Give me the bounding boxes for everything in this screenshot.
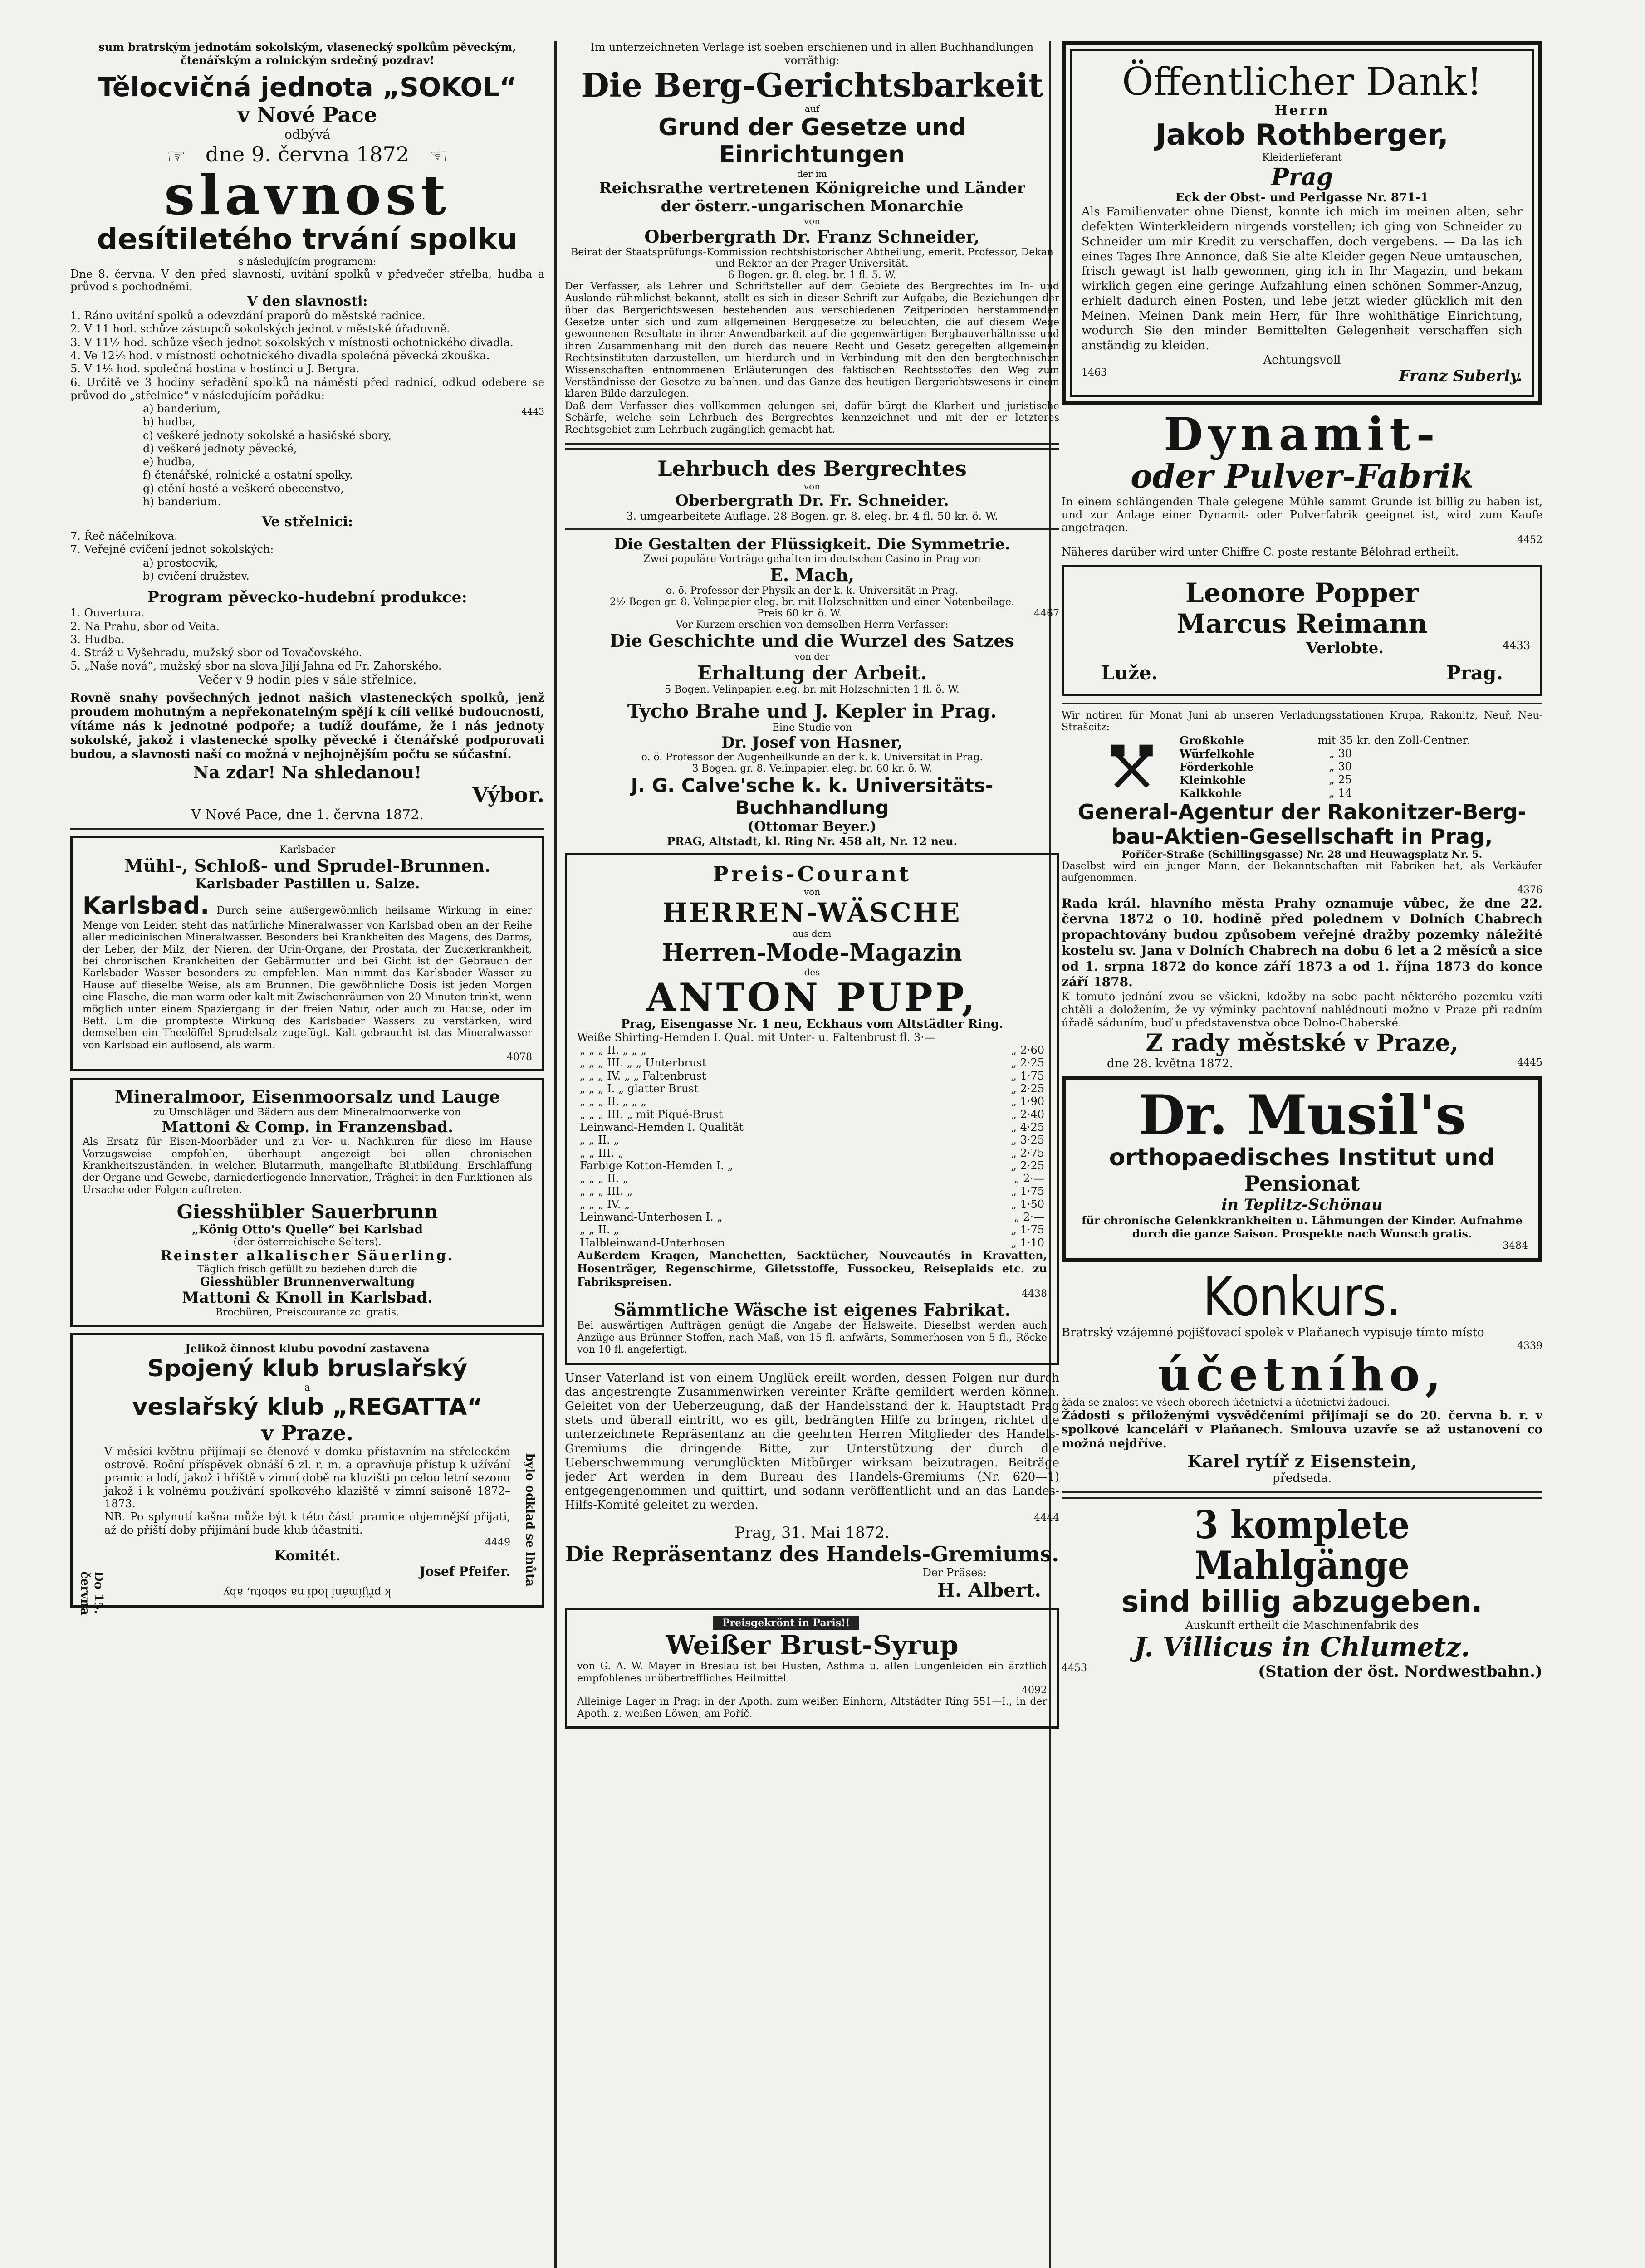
sokol-den-heading: V den slavnosti: (247, 293, 368, 310)
price-row (577, 1044, 1047, 1056)
price-row (577, 1070, 1047, 1082)
pupp-aus: aus dem (793, 928, 832, 939)
handel-name: H. Albert. (937, 1579, 1041, 1602)
sokol-evening: Večer v 9 hodin ples v sále střelnice. (198, 673, 417, 687)
price-row (577, 1082, 1047, 1095)
price-row (577, 1159, 1047, 1172)
column-rule-1 (554, 41, 557, 2268)
berg-line3: Reichsrathe vertretenen Königreiche und Länder (599, 179, 1025, 197)
price-item: „ „ „ III. „ mit Piqué-Brust (580, 1108, 723, 1121)
regatta-ad (70, 1333, 544, 1616)
lehr-von: von (803, 480, 821, 492)
mattoni-firm: Mattoni & Comp. in Franzensbad. (162, 1118, 453, 1137)
mach-t2c: 5 Bogen. Velinpapier. eleg. br. mit Holzschnitten 1 fl. ö. W. (665, 684, 960, 695)
ad-number: 4443 (521, 406, 544, 417)
regatta-vert-left: Do 15. června (78, 1571, 105, 1616)
order-item: f) čtenářské, rolnické a ostatní spolky. (143, 469, 353, 482)
rada-text: Rada král. hlavního města Prahy oznamuje vůbec, že dne 22. června 1872 o 10. hodině před polednem v Dolních Chabrech propachtovány budou způsobem veřejné dražby pozemky náležité kostelu sv. Jana v Dolních Chabrech na dobu 6 let a 2 měsíců a sice od 1. srpna 1872 do konce září 1873 a od 1. října 1873 do konce září 1878. (1062, 895, 1542, 990)
pointing-hand-left-icon: ☜ (429, 143, 448, 168)
order-item: h) banderium. (143, 495, 221, 508)
sokol-item: 6. Určitě ve 3 hodiny seřadění spolků na náměstí před radnicí, odkud odebere se průvod do „střelnice“ v následujícím pořádku: (70, 376, 544, 402)
karlsbad-small: Karlsbader (279, 844, 336, 855)
sokol-intro: sum bratrským jednotám sokolským, vlasenecký spolkům pěveckým, čtenářským a rolnickým srdečný pozdrav! (98, 41, 516, 67)
ad-number: 4339 (1517, 1340, 1542, 1352)
musil-ad (1062, 1076, 1542, 1262)
prog-item: 1. Ouvertura. (70, 606, 145, 620)
price-value: „ 2·60 (1011, 1044, 1044, 1057)
rada-date: dne 28. května 1872. (1107, 1057, 1233, 1071)
dank-herrn: Herrn (1274, 103, 1330, 119)
mach-d: 2½ Bogen gr. 8. Velinpapier eleg. br. mit Holzschnitten und einer Notenbeilage. (609, 596, 1015, 608)
price-row (577, 1211, 1047, 1223)
musil-t5: für chronische Gelenkkrankheiten u. Lähmungen der Kinder. Aufnahme durch die ganze Saison. Prospekte nach Wunsch gratis. (1082, 1214, 1523, 1241)
kohle-text: Daselbst wird ein junger Mann, der Bekanntschaften mit Fabriken hat, als Verkäufer aufgenommen. (1062, 860, 1542, 884)
price-value: „ 2·— (1014, 1211, 1044, 1224)
rada-text2: K tomuto jednání zvou se všickni, kdožby na sebe pacht některého pozemku vzíti chtěli a doložením, že vy výminky pachtovní nahlédnouti možno v Praze při radním úřadě sáduním, buď u představenstva obce Dolno-Chaberské. (1062, 990, 1542, 1029)
musil-name: Dr. Musil's (1138, 1083, 1466, 1148)
price-item: „ „ „ IV. „ (580, 1198, 630, 1211)
pupp-name: ANTON PUPP, (646, 974, 978, 1020)
pupp-von: von (803, 886, 821, 897)
regatta-text: V měsíci květnu přijímají se členové v domku přístavním na střeleckém ostrově. Roční příspěvek obnáší 6 zl. r. m. a opravňuje přístup k užívání pramic a lodí, jakož i hřiště v zimní době na kluzišti po celou letní sezonu jakož i k volnému používání spolkového klaziště v zimní saisoně 1872–1873. (104, 1445, 510, 1510)
regatta-name1: Spojený klub bruslařský (147, 1355, 468, 1383)
sokol-big: slavnost (164, 163, 450, 227)
kohle-title2: bau-Aktien-Gesellschaft in Prag, (1111, 824, 1493, 849)
pupp-title: HERREN-WÄSCHE (662, 897, 962, 928)
price-item: „ „ „ III. „ (580, 1185, 633, 1198)
regatta-name2: veslařský klub „REGATTA“ (132, 1393, 483, 1421)
sokol-items (70, 309, 544, 402)
price-item: „ „ III. „ (580, 1146, 624, 1159)
tycho-d: 3 Bogen. gr. 8. Velinpapier. eleg. br. 60 kr. ö. W. (692, 763, 932, 774)
price-row (577, 1223, 1047, 1236)
gies-6: Giesshübler Brunnenverwaltung (200, 1275, 415, 1289)
sokol-item: 2. V 11 hod. schůze zástupců sokolských jednot v městské úřadovně. (70, 323, 450, 336)
popper-ad (1062, 565, 1542, 696)
dank-name: Jakob Rothberger, (1155, 118, 1449, 152)
musil-t2: orthopaedisches Institut und (1109, 1144, 1495, 1172)
syrup-top: Preisgekrönt in Paris!! (713, 1616, 859, 1630)
price-row (577, 1095, 1047, 1108)
mattoni-title: Mineralmoor, Eisenmoorsalz und Lauge (114, 1086, 500, 1107)
pupp-extra: Außerdem Kragen, Manchetten, Sacktücher, Nouveautés in Kravatten, Hosenträger, Regenschirme, Giletsstoffe, Fussockeu, Reiseplaids etc. zu Fabrikspreisen. (577, 1249, 1047, 1288)
pupp-fab: Sämmtliche Wäsche ist eigenes Fabrikat. (613, 1300, 1011, 1320)
mach-title: Die Gestalten der Flüssigkeit. Die Symmetrie. (614, 535, 1010, 553)
gies-3: (der österreichische Selters). (233, 1237, 382, 1248)
lehr-ed: 3. umgearbeitete Auflage. 28 Bogen. gr. 8. eleg. br. 4 fl. 50 kr. ö. W. (626, 509, 998, 523)
dank-sign: Franz Suberly. (1399, 367, 1523, 385)
sokol-title: Tělocvičná jednota „SOKOL“ (98, 71, 517, 103)
mahl-t2: sind billig abzugeben. (1121, 1585, 1483, 1619)
price-item: „ „ „ III. „ „ Unterbrust (580, 1056, 707, 1070)
karlsbad-ad (70, 836, 544, 1072)
konkurs-role: předseda. (1272, 1471, 1332, 1486)
prog-item: 2. Na Prahu, sbor od Veita. (70, 620, 220, 633)
kohle-list (1062, 734, 1542, 800)
price-value: „ 3·25 (1011, 1134, 1044, 1147)
handel-ad (565, 1371, 1059, 1602)
price-item: „ „ „ IV. „ „ Faltenbrust (580, 1069, 706, 1082)
popper-l: Luže. (1101, 662, 1158, 684)
berg-in: der im (797, 168, 827, 179)
mahl-text: Auskunft ertheilt die Maschinenfabrik des (1185, 1618, 1419, 1632)
divider (565, 443, 1059, 450)
konkurs-text: Bratrský vzájemné pojišťovací spolek v Plaňanech vypisuje tímto místo (1062, 1326, 1484, 1340)
dynamit-t2: oder Pulver-Fabrik (1131, 456, 1474, 495)
price-row (577, 1108, 1047, 1121)
price-row (577, 1147, 1047, 1159)
rada-sign: Z rady městské v Praze, (1146, 1029, 1459, 1057)
sokol-item: 1. Ráno uvítání spolků a odevzdání praporů do městské radnice. (70, 309, 426, 323)
dynamit-ad (1062, 407, 1542, 559)
divider (70, 828, 544, 830)
handel-date: Prag, 31. Mai 1872. (734, 1524, 890, 1542)
berg-line4: der österr.-ungarischen Monarchie (661, 197, 964, 215)
karlsbad-big: Karlsbad. (83, 892, 210, 919)
publisher2: (Ottomar Beyer.) (747, 818, 877, 835)
coal-price: „ 30 (1329, 747, 1352, 760)
dank-addr: Eck der Obst- und Perlgasse Nr. 871-1 (1175, 191, 1429, 205)
regatta-bottom-inverted: k přijímání lodí na sobotu, aby (223, 1586, 392, 1599)
popper-r: Prag. (1446, 662, 1503, 684)
sokol-place: v Nové Pace (237, 102, 377, 127)
sokol-item: 5. V 1½ hod. společná hostina v hostinci u J. Bergra. (70, 362, 360, 376)
ad-number: 4452 (1517, 534, 1542, 546)
pointing-hand-right-icon: ☞ (166, 143, 186, 168)
mattoni-text2: Als Ersatz für Eisen-Moorbäder und zu Vor- u. Nachkuren für diese im Hause Vorzugsweise empfohlen, überhaupt angezeigt bei allen chronischen Krankheitszuständen, in welchen Blutarmuth, mangelhafte Blutbildung. Erschlaffung der Organe und Gewebe, darniederliegende Innervation, Trägheit in den Funktionen als Ursache oder Folgen auftreten. (83, 1136, 532, 1196)
coal-name: Kalkkohle (1180, 786, 1242, 800)
sokol-ad (70, 41, 544, 823)
gies-2: „König Otto's Quelle“ bei Karlsbad (192, 1223, 423, 1237)
karlsbad-text: Durch seine außergewöhnlich heilsame Wirkung in einer Menge von Leiden steht das natürliche Mineralwasser von Karlsbad oben an der Reihe aller medicinischen Mineralwasser. Besonders bei Krankheiten des Magens, des Darms, der Leber, der Milz, der Nieren, der Urin-Organe, der Prostata, der Zuckerkrankheit, bei chronischen Krankheiten der Gebärmutter und bei Gicht ist der Gebrauch der Karlsbader Wasser besonders zu empfehlen. Man nimmt das Karlsbader Wasser zu Hause auf dieselbe Weise, als am Brunnen. Die gewöhnliche Dosis ist jeden Morgen eine Flasche, die man warm oder kalt mit Zwischenräumen von 20 Minuten trinkt, wenn möglich unter einem Spaziergang in der freien Natur, oder auch zu Hause, oder im Bett. Um die prompteste Wirkung des Karlsbader Wassers zu verstärken, wird demselben ein Theelöffel Sprudelsalz zugefügt. Kalt gebraucht ist das Mineralwasser von Karlsbad ein auflösend, als warm. (83, 904, 532, 1051)
ad-number: 3484 (1503, 1240, 1528, 1252)
mach-b: Zwei populäre Vorträge gehalten im deutschen Casino in Prag von (643, 553, 981, 565)
mach-von2: von der (794, 650, 830, 662)
pupp-tail: Bei auswärtigen Aufträgen genügt die Angabe der Halsweite. Dieselbst werden auch Anzüge aus Brünner Stoffen, nach Maß, von 15 fl. anfwärts, Sommerhosen von 5 fl., Röcke von 10 fl. angefertigt. (577, 1320, 1047, 1356)
mahl-t1: 3 komplete Mahlgänge (1194, 1502, 1410, 1588)
order-item: a) banderium, (143, 402, 220, 415)
order-item: e) hudba, (143, 455, 195, 469)
price-value: „ 4·25 (1011, 1120, 1044, 1134)
price-value: „ 2·— (1014, 1172, 1044, 1185)
ad-number: 4376 (1517, 884, 1542, 896)
dynamit-text: In einem schlängenden Thale gelegene Mühle sammt Grunde ist billig zu haben ist, und zur Anlage einer Dynamit- oder Pulverfabrik geeignet ist, wird zum Kaufe angetragen. (1062, 495, 1542, 534)
berg-text: Der Verfasser, als Lehrer und Schriftsteller auf dem Gebiete des Bergrechtes im In- und Auslande rühmlichst bekannt, stellt es sich in dieser Schrift zur Aufgabe, die Beziehungen der über das Bergerichtswesen bestehenden aus verschiedenen Zeitperioden herstammenden Gesetze unter sich und zum allgemeinen Berggesetze zu beleuchten, die auf diesem Wege gewonnenen Resultate in ihrer Anwendbarkeit auf die gegenwärtigen Bergbauverhältnisse und ihren Zusammenhang mit den durch das neuere Recht und Gesetz geregelten allgemeinen Rechtsinstituten darzustellen, um hierdurch und in Verbindung mit den den bergtechnischen Wissenschaften entnommenen Erläuterungen des faktischen Rechtsstoffes den Weg zum Verständnisse der Gesetze zu bahnen, und das Ganze des heutigen Bergerichtswesens in einem klaren Bilde darzulegen. (565, 280, 1059, 400)
berg-text2: Daß dem Verfasser dies vollkommen gelungen sei, dafür bürgt die Klarheit und juristische Schärfe, welche sein Lehrbuch des Bergrechtes kennzeichnet und mit der er letzteres Rechtsgebiet zum Lehrbuch zugänglich gemacht hat. (565, 400, 1059, 436)
column-2 (565, 41, 1059, 2268)
konkurs-sign: Karel rytíř z Eisenstein, (1187, 1451, 1417, 1472)
mattoni-ad (70, 1078, 544, 1327)
sokol-order (70, 402, 544, 508)
ad-number: 1463 (1082, 367, 1107, 378)
konkurs-ad (1062, 1266, 1542, 1486)
order-item: d) veškeré jednoty pěvecké, (143, 442, 297, 455)
tycho-title: Tycho Brahe und J. Kepler in Prag. (627, 699, 997, 722)
column-1 (70, 41, 544, 2268)
mach-c: o. ö. Professor der Physik an der k. k. Universität in Prag. (666, 585, 959, 596)
price-item: Farbige Kotton-Hemden I. „ (580, 1159, 733, 1172)
divider (1062, 703, 1542, 704)
dank-city: Prag (1271, 163, 1333, 191)
coal-name: Kleinkohle (1180, 773, 1246, 787)
price-item: „ „ II. „ (580, 1223, 619, 1237)
price-item: Halbleinwand-Unterhosen (580, 1236, 725, 1249)
price-value: „ 1·90 (1011, 1095, 1044, 1108)
konkurs-text2: žádá se znalost ve všech oborech účetnictví a účetnictví žádoucí. (1062, 1397, 1390, 1408)
sokol-prog (70, 606, 544, 673)
prog-item: 3. Hudba. (70, 633, 125, 646)
price-value: „ 1·75 (1011, 1223, 1044, 1237)
mahl-ad (1062, 1502, 1542, 1681)
sokol-sign: Výbor. (472, 782, 544, 807)
regatta-sign1: Komitét. (274, 1548, 341, 1564)
ad-number: 4449 (485, 1536, 510, 1548)
price-item: „ „ „ II. „ „ „ (580, 1095, 646, 1108)
pupp-ad (565, 853, 1059, 1365)
pupp-top: Preis-Courant (712, 861, 912, 886)
handel-text: Unser Vaterland ist von einem Unglück ereilt worden, dessen Folgen nur durch das angestrengte Zusammenwirken vereinter Kräfte gemildert werden können. Geleitet von der Ueberzeugung, daß der Handelsstand der k. Hauptstadt Prag stets und überall eintritt, wo es gilt, bedrängten Hilfe zu bringen, richtet die unterzeichnete Repräsentanz an die geehrten Herren Mitglieder des Handels-Gremiums die dringende Bitte, zur Unterstützung der durch die Ueberschwemmung verunglückten Mitbürger wirksam beizutragen. Beiträge jeder Art werden in dem Bureau des Handels-Gremiums (Nr. 620—1) entgegengenommen und quittirt, und sodann veröffentlicht und an das Landes-Hilfs-Komité geleitet zu werden. (565, 1371, 1059, 1512)
dank-text: Als Familienvater ohne Dienst, konnte ich mich im meinen alten, sehr defekten Winterkleidern nirgends vorstellen; ich ging von Schneider zu Schneider um mir Kredit zu verschaffen, doch vergebens. — Da las ich eines Tages Ihre Annonce, daß Sie alte Kleider gegen Neue umtauschen, frisch gewagt ist halb gewonnen, ging ich in Ihr Magazin, und bekam wirklich gegen eine geringe Aufzahlung einen schönen Sommer-Anzug, erhielt dadurch einen Posten, und lebe jetzt wieder glücklich mit den Meinen. Meinen Dank mein Herr, für Ihre wohlthätige Einrichtung, wodurch Sie den minder Bemittelten Gelegenheit verschaffen sich anständig zu kleiden. (1082, 205, 1523, 353)
dank-ad (1062, 41, 1542, 405)
sokol-sub2: s následujícím programem: (238, 256, 377, 268)
dynamit-text2: Näheres darüber wird unter Chiffre C. poste restante Bělohrad ertheilt. (1062, 546, 1459, 559)
regatta-city: v Praze. (261, 1421, 353, 1446)
syrup-title: Weißer Brust-Syrup (666, 1630, 959, 1661)
prog-item: 4. Stráž u Vyšehradu, mužský sbor od Tovačovského. (70, 646, 362, 660)
publisher: J. G. Calve'sche k. k. Universitäts-Buchhandlung (631, 774, 994, 819)
berg-line2: Grund der Gesetze und Einrichtungen (658, 113, 966, 168)
kohle-addr: Poříčer-Straße (Schillingsgasse) Nr. 28 und Heuwagsplatz Nr. 5. (1121, 848, 1483, 860)
berg-von: von (803, 215, 821, 226)
sokol-prog-heading: Program pěvecko-hudební produkce: (147, 588, 467, 607)
regatta-sign2: Josef Pfeifer. (419, 1564, 510, 1579)
price-value: „ 2·40 (1011, 1108, 1044, 1121)
price-row (577, 1056, 1047, 1069)
bergrecht-ad (565, 41, 1059, 436)
price-item: „ „ „ II. „ (580, 1172, 628, 1185)
lehrbuch-ad (565, 456, 1059, 848)
coal-name: Förderkohle (1180, 760, 1254, 773)
dynamit-t1: Dynamit- (1164, 407, 1440, 461)
price-value: „ 2·75 (1011, 1146, 1044, 1159)
price-item: „ „ „ II. „ „ „ (580, 1044, 646, 1057)
mach-t2b: Erhaltung der Arbeit. (697, 661, 927, 684)
sokol-appeal: Rovně snahy povšechných jednot našich vlasteneckých spolků, jenž proudem mohutným a nepřekonatelným spějí k cíli veliké budoucnosti, vítáme nás k jednotné podpoře; a tudíž doufáme, že i nás jednoty sokolské, jakož i vlastenecké spolky pěvecké i čtenářské podporovati budou, a slavnosti naší co možná v nejhojnějším počtu se súčastní. (70, 691, 544, 762)
lehr-author: Oberbergrath Dr. Fr. Schneider. (675, 491, 949, 510)
price-row (577, 1134, 1047, 1146)
price-value: „ 1·50 (1011, 1198, 1044, 1211)
price-row (577, 1121, 1047, 1134)
gies-8: Brochüren, Preiscourante zc. gratis. (215, 1307, 400, 1319)
kohle-ad (1062, 710, 1542, 896)
ad-number: 4453 (1062, 1662, 1087, 1674)
price-item: Leinwand-Hemden I. Qualität (580, 1120, 744, 1134)
pupp-addr: Prag, Eisengasse Nr. 1 neu, Eckhaus vom Altstädter Ring. (621, 1017, 1004, 1031)
konkurs-title: Konkurs. (1203, 1266, 1401, 1329)
sokol-item: 4. Ve 12½ hod. v místnosti ochotnického divadla společná pěvecká zkouška. (70, 349, 490, 362)
syrup-ad (565, 1608, 1059, 1729)
order-item: g) ctění hosté a veškeré obecenstvo, (143, 482, 344, 495)
coal-name: Würfelkohle (1180, 747, 1255, 760)
ad-number: 4078 (507, 1051, 532, 1063)
publisher3: PRAG, Altstadt, kl. Ring Nr. 458 alt, Nr. 12 neu. (667, 834, 957, 848)
coal-price: „ 30 (1329, 760, 1352, 773)
sokol-p1: Dne 8. června. V den před slavností, uvítání spolků v předvečer střelba, hudba a průvod s pochodněmi. (70, 267, 544, 293)
lehr-title: Lehrbuch des Bergrechtes (657, 456, 967, 481)
strel-item: 7. Veřejné cvičení jednot sokolských: (70, 543, 274, 556)
tycho-a: Eine Studie von (772, 722, 852, 733)
popper-n1: Leonore Popper (1185, 577, 1419, 609)
sokol-dateline: V Nové Pace, dne 1. června 1872. (191, 807, 424, 823)
sokol-strel (70, 530, 544, 583)
pupp-shop: Herren-Mode-Magazin (662, 938, 962, 967)
divider (1062, 1491, 1542, 1499)
mahl-st: (Station der öst. Nordwestbahn.) (1258, 1662, 1542, 1681)
rada-ad (1062, 896, 1542, 1071)
regatta-vert-right: bylo odklad se lhůta (523, 1453, 537, 1587)
ad-number: 4445 (1517, 1057, 1542, 1069)
dank-role: Kleiderlieferant (1262, 152, 1342, 164)
ad-number: 4444 (1034, 1512, 1059, 1524)
pupp-des: des (804, 966, 820, 978)
dank-respect: Achtungsvoll (1263, 353, 1341, 367)
price-row (577, 1198, 1047, 1211)
coal-name: Großkohle (1180, 733, 1244, 747)
coal-price: „ 25 (1329, 773, 1352, 786)
konkurs-big: účetního, (1157, 1347, 1447, 1401)
mach-t2a: Vor Kurzem erschien von demselben Herrn Verfasser: (676, 619, 949, 631)
price-item: Leinwand-Unterhosen I. „ (580, 1211, 723, 1224)
popper-n2: Marcus Reimann (1176, 608, 1428, 640)
handel-rep: Die Repräsentanz des Handels-Gremiums. (565, 1542, 1059, 1567)
berg-author: Oberbergrath Dr. Franz Schneider, (644, 226, 980, 247)
berg-author2: Beirat der Staatsprüfungs-Kommission rechtshistorischer Abtheilung, emerit. Professor, Dekan und Rektor an der Prager Universität. (571, 246, 1053, 269)
mach-name: E. Mach, (769, 564, 855, 585)
sokol-verb: odbývá (284, 127, 331, 142)
coal-price: „ 14 (1329, 786, 1352, 799)
musil-t4: in Teplitz-Schönau (1221, 1196, 1383, 1214)
hammer-icon (1107, 743, 1157, 793)
price-item: „ „ II. „ (580, 1134, 619, 1147)
karlsbad-title: Mühl-, Schloß- und Sprudel-Brunnen. (124, 855, 491, 876)
price-row (577, 1237, 1047, 1249)
order-item: c) veškeré jednoty sokolské a hasičské sbory, (143, 429, 392, 442)
sokol-item: 3. V 11½ hod. schůze všech jednot sokolských v místnosti ochotnického divadla. (70, 336, 514, 349)
price-value: „ 2·25 (1011, 1159, 1044, 1172)
kohle-title1: General-Agentur der Rakonitzer-Berg- (1077, 799, 1527, 824)
ad-number: 4092 (1022, 1685, 1047, 1696)
coal-price: mit 35 kr. den Zoll-Centner. (1317, 733, 1470, 747)
mach-price: Preis 60 kr. ö. W. (757, 607, 842, 619)
divider (565, 528, 1059, 530)
price-row (577, 1172, 1047, 1185)
strel-item: 7. Řeč náčelníkova. (70, 530, 178, 543)
berg-top: Im unterzeichneten Verlage ist soeben erschienen und in allen Buchhandlungen vorräthig: (590, 41, 1034, 67)
strel-item: a) prostocvik, (143, 556, 218, 569)
order-item: b) hudba, (143, 415, 196, 429)
dank-title: Öffentlicher Dank! (1122, 59, 1482, 104)
price-value: „ 2·25 (1011, 1082, 1044, 1095)
regatta-top: Jelikož činnost klubu povodní zastavena (185, 1342, 430, 1355)
sokol-subtitle: desítiletého trvání spolku (97, 222, 518, 256)
price-value: „ 2·25 (1011, 1056, 1044, 1070)
berg-pages: 6 Bogen. gr. 8. eleg. br. 1 fl. 5. W. (728, 269, 896, 281)
gies-title: Giesshübler Sauerbrunn (176, 1201, 438, 1223)
berg-auf: auf (804, 103, 820, 114)
berg-title: Die Berg-Gerichtsbarkeit (581, 65, 1043, 104)
price-value: „ 1·75 (1011, 1069, 1044, 1082)
prog-item: 5. „Naše nová“, mužský sbor na slova Jiljí Jahna od Fr. Zahorského. (70, 660, 442, 673)
column-3 (1062, 41, 1542, 2268)
ad-number: 4467 (1033, 607, 1059, 619)
mattoni-text1: zu Umschlägen und Bädern aus dem Mineralmoorwerke von (153, 1107, 461, 1119)
regatta-a: a (304, 1382, 311, 1394)
mahl-name: J. Villicus in Chlumetz. (1134, 1631, 1470, 1662)
gies-7: Mattoni & Knoll in Karlsbad. (182, 1289, 433, 1307)
kohle-lead: Wir notiren für Monat Juni ab unseren Verladungsstationen Krupa, Rakonitz, Neuř, Neu-Strašcitz: (1062, 710, 1542, 733)
ad-number: 4438 (1022, 1288, 1047, 1300)
handel-pr: Der Präses: (922, 1566, 987, 1579)
ad-number: 4433 (1502, 639, 1530, 652)
gies-4: Reinster alkalischer Säuerling. (160, 1248, 455, 1264)
tycho-b: Dr. Josef von Hasner, (721, 733, 903, 752)
karlsbad-sub: Karlsbader Pastillen u. Salze. (195, 875, 420, 892)
sokol-date: dne 9. června 1872 (205, 142, 410, 166)
sokol-strel-heading: Ve střelnici: (261, 514, 353, 530)
pupp-price-table (577, 1044, 1047, 1249)
gies-5: Täglich frisch gefüllt zu beziehen durch die (197, 1264, 417, 1276)
musil-t3: Pensionat (1244, 1171, 1360, 1196)
pupp-head: Weiße Shirting-Hemden I. Qual. mit Unter- u. Faltenbrust fl. 3·— (577, 1031, 935, 1044)
syrup-text: von G. A. W. Mayer in Breslau ist bei Husten, Asthma u. allen Lungenleiden ein ärztlich empfohlenes unübertreffliches Heilmittel. (577, 1661, 1047, 1684)
price-value: „ 1·10 (1011, 1236, 1044, 1249)
tycho-c: o. ö. Professor der Augenheilkunde an der k. k. Universität in Prag. (641, 751, 983, 763)
price-value: „ 1·75 (1011, 1185, 1044, 1198)
price-item: „ „ „ I. „ glatter Brust (580, 1082, 699, 1095)
konkurs-text3: Žádosti s přiloženými vysvědčeními přijímají se do 20. června b. r. v spolkové kanceláři v Plaňanech. Smlouva uzavře se až ustanovení co možná nejdříve. (1062, 1408, 1542, 1451)
syrup-text2: Alleinige Lager in Prag: in der Apoth. zum weißen Einhorn, Altstädter Ring 551—I., in der Apoth. z. weißen Löwen, am Poříč. (577, 1696, 1047, 1720)
regatta-nb: NB. Po splynutí kašna může být k této části pramice objemnější přijati, až do příští doby přijímání bude klub účastniti. (104, 1510, 510, 1536)
mach-t2: Die Geschichte und die Wurzel des Satzes (610, 630, 1014, 651)
sokol-greet: Na zdar! Na shledanou! (193, 762, 422, 782)
popper-v: Verlobte. (1306, 639, 1384, 658)
strel-item: b) cvičení družstev. (143, 569, 250, 582)
price-row (577, 1185, 1047, 1198)
